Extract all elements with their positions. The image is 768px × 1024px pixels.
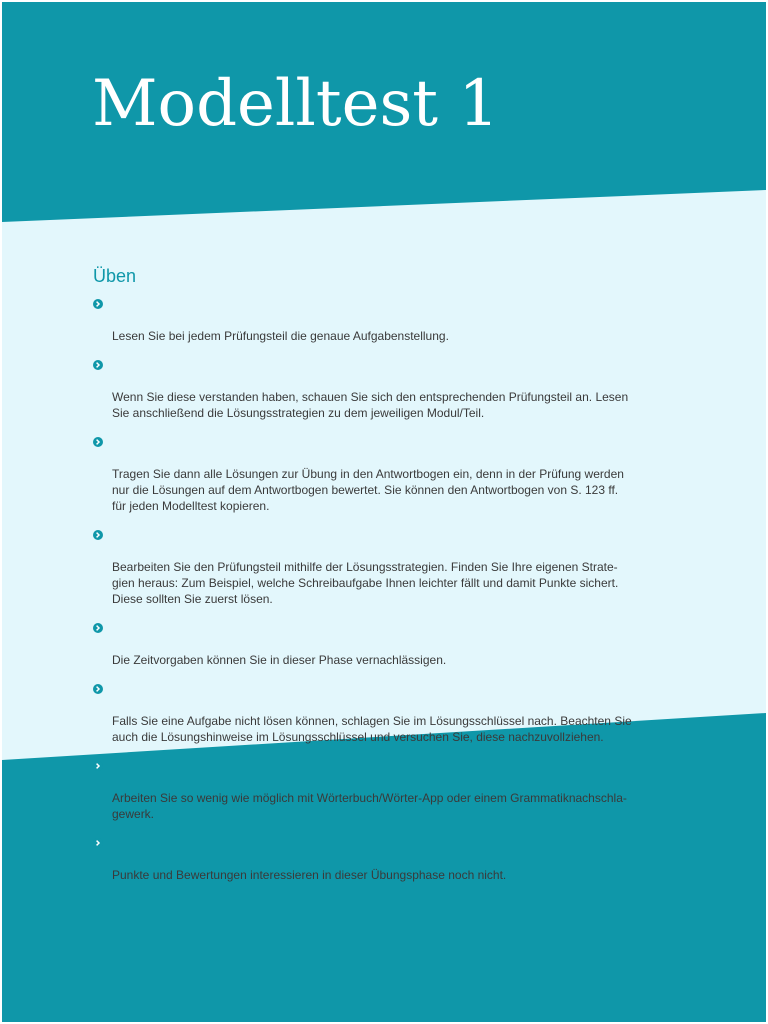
arrow-circle-icon [93,299,103,309]
list-item-text: Falls Sie eine Aufgabe nicht lösen können, schlagen Sie im Lösungsschlüssel nach. Beachten Sie auch die Lösungshinweise im Lösungsschlüssel und versuchen Sie, diese nachzuvollziehen. [112,714,632,744]
arrow-circle-icon [93,623,103,633]
instruction-list [93,296,653,896]
arrow-circle-icon [93,437,103,447]
list-item-text: Lesen Sie bei jedem Prüfungsteil die genaue Aufgabenstellung. [112,329,449,343]
list-item-text: Tragen Sie dann alle Lösungen zur Übung in den Antwortbogen ein, denn in der Prüfung werden nur die Lösungen auf dem Antwortbogen bewertet. Sie können den Antwortbogen von S. 123 ff. für jeden Modelltest kopieren. [112,467,624,513]
list-item [93,758,653,822]
list-item [93,681,653,745]
list-item-text: Bearbeiten Sie den Prüfungsteil mithilfe der Lösungsstrategien. Finden Sie Ihre eigenen Strate- gien heraus: Zum Beispiel, welche Schreibaufgabe Ihnen leichter fällt und damit Punkte sichert. Diese sollten Sie zuerst lösen. [112,560,619,606]
list-item [93,357,653,421]
section-heading: Üben [93,266,137,286]
list-item-text: Die Zeitvorgaben können Sie in dieser Phase vernachlässigen. [112,653,447,667]
arrow-circle-icon [93,530,103,540]
list-item [93,527,653,607]
arrow-circle-icon [93,761,103,771]
list-item-text: Punkte und Bewertungen interessieren in dieser Übungsphase noch nicht. [112,868,507,882]
list-item [93,296,653,344]
list-item-text: Wenn Sie diese verstanden haben, schauen Sie sich den entsprechenden Prüfungsteil an. Lesen Sie anschließend die Lösungsstrategien zu dem jeweiligen Modul/Teil. [112,390,629,420]
list-item [93,835,653,883]
arrow-circle-icon [93,684,103,694]
list-item [93,434,653,514]
page-title: Modelltest 1 [92,67,500,141]
list-item [93,620,653,668]
arrow-circle-icon [93,838,103,848]
list-item-text: Arbeiten Sie so wenig wie möglich mit Wörterbuch/Wörter-App oder einem Grammatiknachschla- gewerk. [112,791,627,821]
arrow-circle-icon [93,360,103,370]
